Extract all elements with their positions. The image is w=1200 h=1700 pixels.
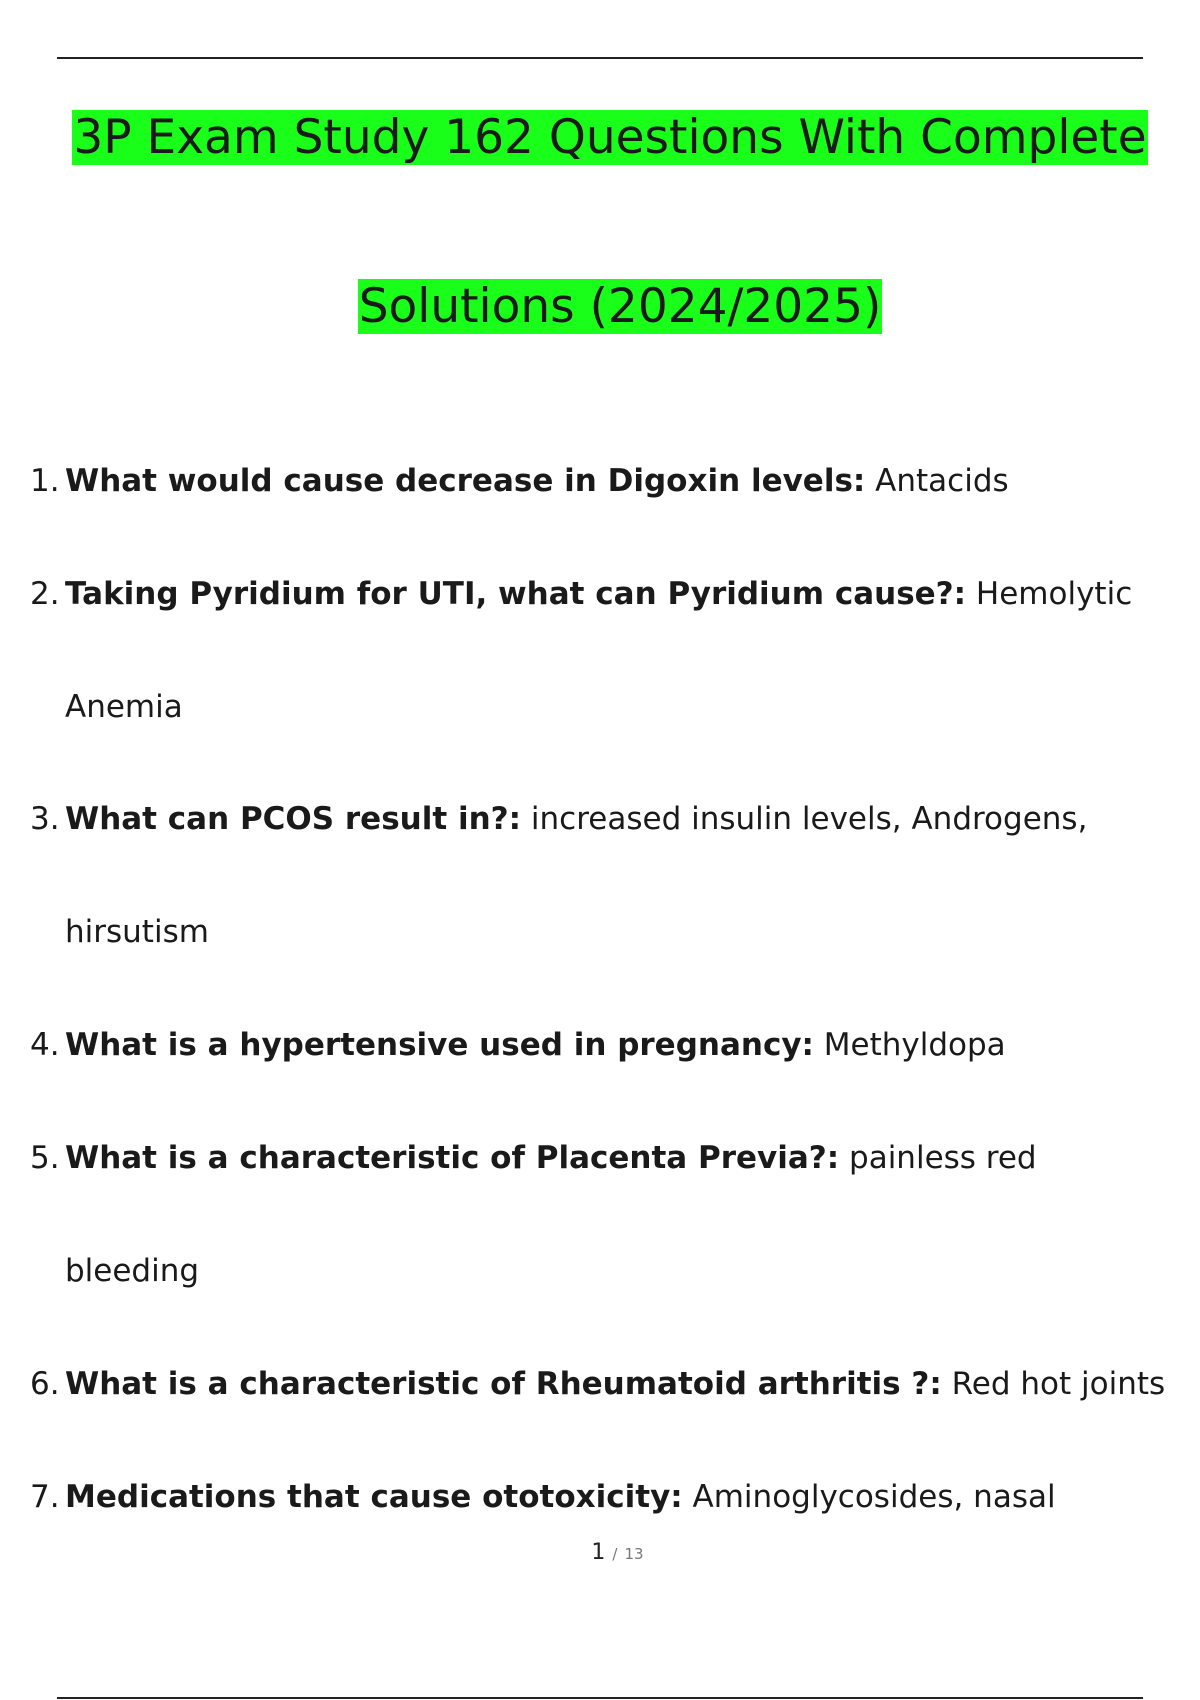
list-item [30,1138,1037,1178]
list-item-continuation [65,1251,199,1291]
item-answer-continued: Anemia [65,689,183,725]
page-separator: / [612,1545,618,1563]
item-number: 3. [30,801,60,837]
item-number: 1. [30,463,60,499]
item-number: 5. [30,1140,60,1176]
item-answer-continued: hirsutism [65,914,209,950]
item-question: What is a characteristic of Placenta Previa?: [65,1140,840,1176]
item-answer: Red hot joints [951,1366,1166,1402]
page-current: 1 [591,1540,606,1565]
list-item-continuation [65,912,209,952]
item-answer: Aminoglycosides, nasal [692,1479,1056,1515]
item-question: What would cause decrease in Digoxin levels: [65,463,866,499]
title-highlight-1: 3P Exam Study 162 Questions With Complete [73,110,1147,165]
item-number: 7. [30,1479,60,1515]
bottom-rule [57,1697,1143,1699]
list-item [30,1364,1166,1404]
page-total: 13 [624,1545,644,1563]
list-item [30,799,1088,839]
list-item-continuation [65,687,183,727]
item-answer: increased insulin levels, Androgens, [530,801,1088,837]
title-highlight-2: Solutions (2024/2025) [358,279,882,334]
item-answer: Antacids [875,463,1009,499]
item-question: What is a hypertensive used in pregnancy: [65,1027,814,1063]
list-item [30,1025,1006,1065]
item-question: What can PCOS result in?: [65,801,522,837]
item-question: What is a characteristic of Rheumatoid arthritis ?: [65,1366,942,1402]
item-question: Taking Pyridium for UTI, what can Pyridium cause?: [65,576,967,612]
list-item [30,461,1009,501]
page-number [0,1540,1200,1565]
list-item [30,574,1133,614]
list-item [30,1477,1056,1517]
item-number: 2. [30,576,60,612]
item-number: 4. [30,1027,60,1063]
item-answer: painless red [849,1140,1037,1176]
item-number: 6. [30,1366,60,1402]
item-answer: Methyldopa [823,1027,1006,1063]
item-answer: Hemolytic [975,576,1133,612]
item-question: Medications that cause ototoxicity: [65,1479,683,1515]
item-answer-continued: bleeding [65,1253,200,1289]
